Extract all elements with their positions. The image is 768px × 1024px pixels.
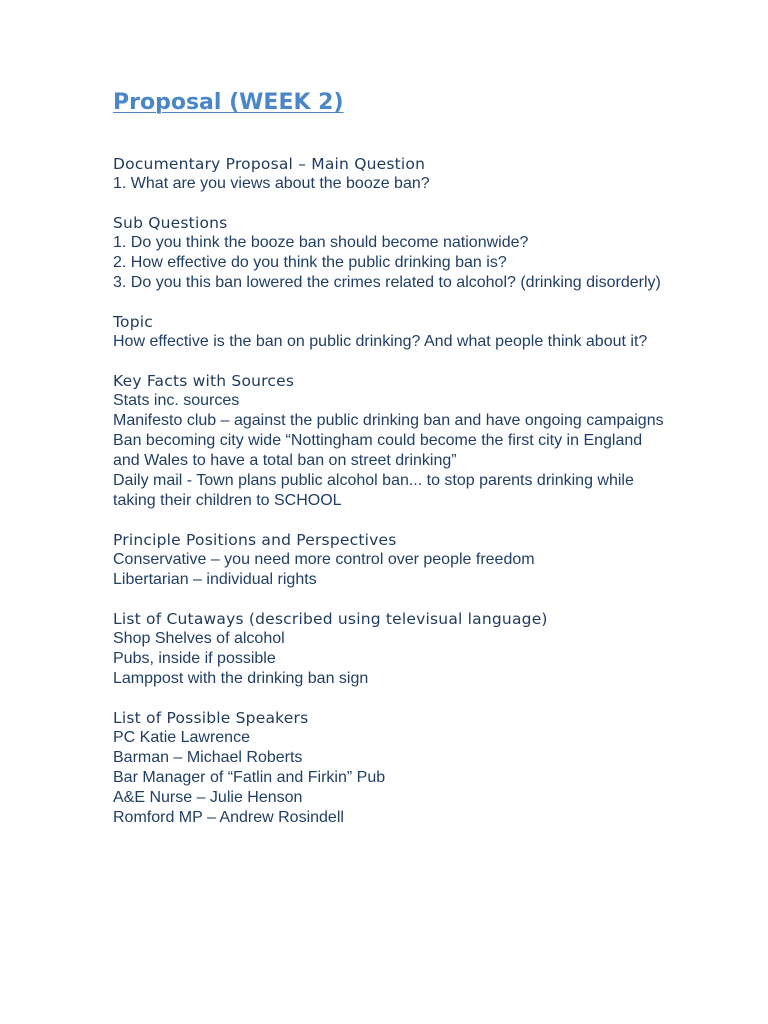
text-line: Libertarian – individual rights	[113, 571, 317, 588]
page-title: Proposal (WEEK 2)	[113, 90, 344, 115]
section-speakers	[113, 708, 673, 828]
section-heading: List of Cutaways (described using televisual language)	[113, 610, 548, 628]
text-line: Pubs, inside if possible	[113, 650, 276, 667]
text-line: 2. How effective do you think the public drinking ban is?	[113, 254, 507, 271]
section-heading: Documentary Proposal – Main Question	[113, 155, 426, 173]
section-positions	[113, 530, 673, 590]
text-line: Manifesto club – against the public drinking ban and have ongoing campaigns	[113, 412, 664, 429]
text-line: Daily mail - Town plans public alcohol ban... to stop parents drinking while taking their children to SCHOOL	[113, 472, 634, 509]
section-key-facts	[113, 371, 673, 511]
section-heading: Key Facts with Sources	[113, 372, 295, 390]
text-line: Shop Shelves of alcohol	[113, 630, 285, 647]
text-line: Conservative – you need more control over people freedom	[113, 551, 535, 568]
text-line: A&E Nurse – Julie Henson	[113, 789, 303, 806]
text-line: Bar Manager of “Fatlin and Firkin” Pub	[113, 769, 386, 786]
document-page	[113, 86, 673, 847]
text-line: 3. Do you this ban lowered the crimes related to alcohol? (drinking disorderly)	[113, 274, 661, 291]
text-line: How effective is the ban on public drinking? And what people think about it?	[113, 333, 648, 350]
text-line: Lamppost with the drinking ban sign	[113, 670, 369, 687]
section-heading: Sub Questions	[113, 214, 228, 232]
section-heading: List of Possible Speakers	[113, 709, 309, 727]
section-topic	[113, 312, 673, 352]
text-line: Barman – Michael Roberts	[113, 749, 303, 766]
text-line: Ban becoming city wide “Nottingham could become the first city in England and Wales to have a total ban on street drinking”	[113, 432, 643, 469]
section-heading: Principle Positions and Perspectives	[113, 531, 397, 549]
section-main-question	[113, 154, 673, 194]
text-line: 1. What are you views about the booze ban?	[113, 175, 430, 192]
text-line: Romford MP – Andrew Rosindell	[113, 809, 344, 826]
text-line: 1. Do you think the booze ban should become nationwide?	[113, 234, 529, 251]
section-sub-questions	[113, 213, 673, 293]
section-cutaways	[113, 609, 673, 689]
text-line: Stats inc. sources	[113, 392, 240, 409]
section-heading: Topic	[113, 313, 153, 331]
text-line: PC Katie Lawrence	[113, 729, 250, 746]
